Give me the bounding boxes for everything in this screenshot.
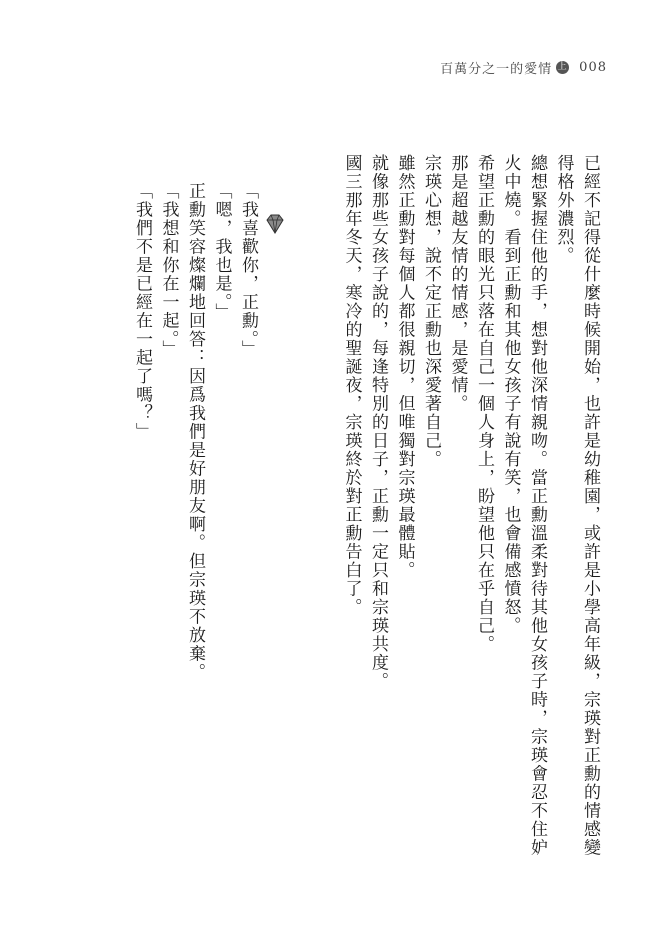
- dialogue-line: 「我想和你在一起。」: [158, 182, 179, 359]
- paragraph: 國三那年冬天，寒冷的聖誕夜，宗瑛終於對正勳告白了。: [341, 154, 362, 617]
- dialogue-line: 「嗯，我也是。」: [211, 182, 232, 322]
- paragraph: 就像那些女孩子說的，每逢特別的日子，正勳一定只和宗瑛共度。: [368, 154, 388, 691]
- narrative-text: [338, 154, 603, 874]
- dialogue-text: [129, 182, 262, 822]
- page-number: 008: [579, 60, 607, 75]
- diamond-icon: [263, 212, 287, 236]
- paragraph: 那是超越友情的情感，是愛情。: [447, 154, 468, 413]
- running-header: [440, 58, 607, 77]
- dialogue-line: 正勳笑容燦爛地回答：因爲我們是好朋友啊。但宗瑛不放棄。: [185, 182, 205, 682]
- dialogue-line: 「我喜歡你，正勳。」: [238, 182, 258, 359]
- volume-badge: 上: [557, 62, 568, 72]
- dialogue-line: 「我們不是已經在一起了嗎？」: [132, 182, 152, 441]
- book-title: 百萬分之一的愛情: [440, 62, 553, 77]
- paragraph: 宗瑛心想，說不定正勳也深愛著自己。: [421, 154, 441, 469]
- paragraph: 雖然正勳對每個人都很親切，但唯獨對宗瑛最體貼。: [394, 154, 415, 580]
- paragraph: 希望正勳的眼光只落在自己一個人身上，盼望他只在乎自己。: [474, 154, 494, 654]
- paragraph: 總想緊握住他的手，想對他深情親吻。當正勳溫柔對待其他女孩子時，宗瑛會忍不住妒火中燒。看到正勳和其他女孩子有說有笑，也會備感憤怒。: [500, 154, 547, 857]
- paragraph: 已經不記得從什麼時候開始，也許是幼稚園，或許是小學高年級，宗瑛對正勳的情感變得格外濃烈。: [553, 154, 600, 857]
